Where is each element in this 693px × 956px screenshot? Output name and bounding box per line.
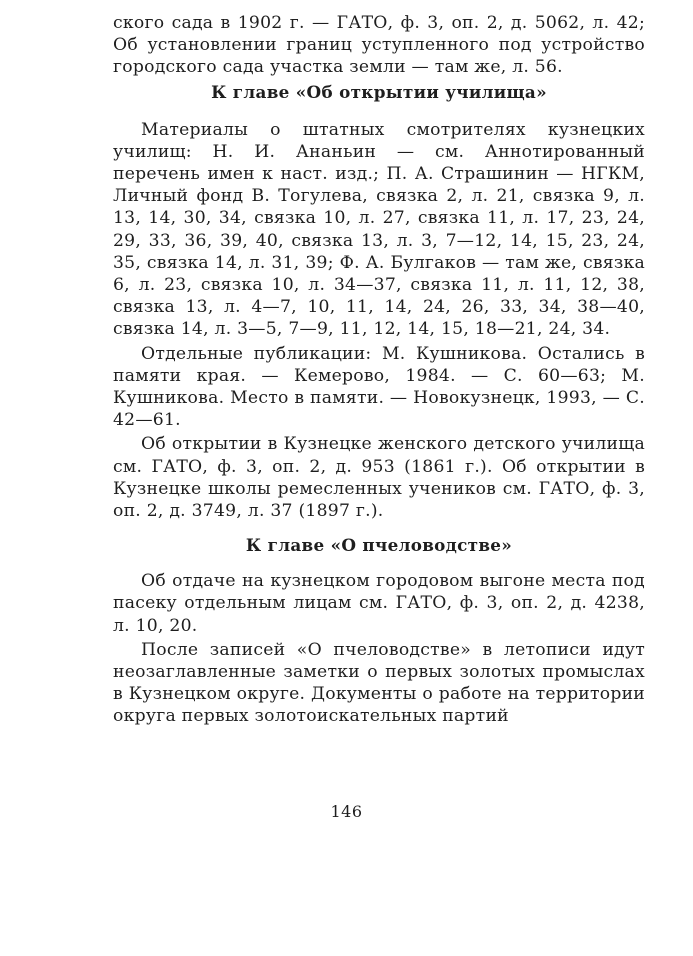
document-page	[113, 12, 645, 728]
heading-school-chapter: К главе «Об открытии училища»	[211, 81, 547, 102]
page-number: 146	[330, 802, 363, 821]
heading-beekeeping-chapter: К главе «О пчеловодстве»	[245, 535, 513, 556]
paragraph-school-opening: Об открытии в Кузнецке женского детского училища см. ГАТО, ф. 3, оп. 2, д. 953 (1861 г.). Об открытии в Кузнецке школы ремесленных учеников см. ГАТО, ф. 3, оп. 2, д. 3749, л. 37 (1897 г.).	[113, 434, 645, 522]
paragraph-gold-mining: После записей «О пчеловодстве» в летописи идут неозаглавленные заметки о первых золотых промыслах в Кузнецком округе. Документы о работе на территории округа первых золотоискательных партий	[113, 639, 645, 727]
paragraph-publications: Отдельные публикации: М. Кушникова. Остались в памяти края. — Кемерово, 1984. — С. 60—63; М. Кушникова. Место в памяти. — Новокузнецк, 1993, — С. 42—61.	[113, 343, 645, 431]
paragraph-apiary: Об отдаче на кузнецком городовом выгоне места под пасеку отдельным лицам см. ГАТО, ф. 3, оп. 2, д. 4238, л. 10, 20.	[113, 571, 645, 636]
paragraph-school-teachers: Материалы о штатных смотрителях кузнецких училищ: Н. И. Ананьин — см. Аннотированный перечень имен к наст. изд.; П. А. Страшинин — НГКМ, Личный фонд В. Тогулева, связка 2, л. 21, связка 9, л. 13, 14, 30, 34, связка 10, л. 27, связка 11, л. 17, 23, 24, 29, 33, 36, 39, 40, связка 13, л. 3, 7—12, 14, 15, 23, 24, 35, связка 14, л. 31, 39; Ф. А. Булгаков — там же, связка 6, л. 23, связка 10, л. 34—37, связка 11, л. 11, 12, 38, связка 13, л. 4—7, 10, 11, 14, 24, 26, 33, 34, 38—40, связка 14, л. 3—5, 7—9, 11, 12, 14, 15, 18—21, 24, 34.	[113, 119, 645, 340]
paragraph-garden-sources: ского сада в 1902 г. — ГАТО, ф. 3, оп. 2, д. 5062, л. 42; Об установлении границ уступленного под устройство городского сада участка земли — там же, л. 56.	[113, 13, 645, 78]
